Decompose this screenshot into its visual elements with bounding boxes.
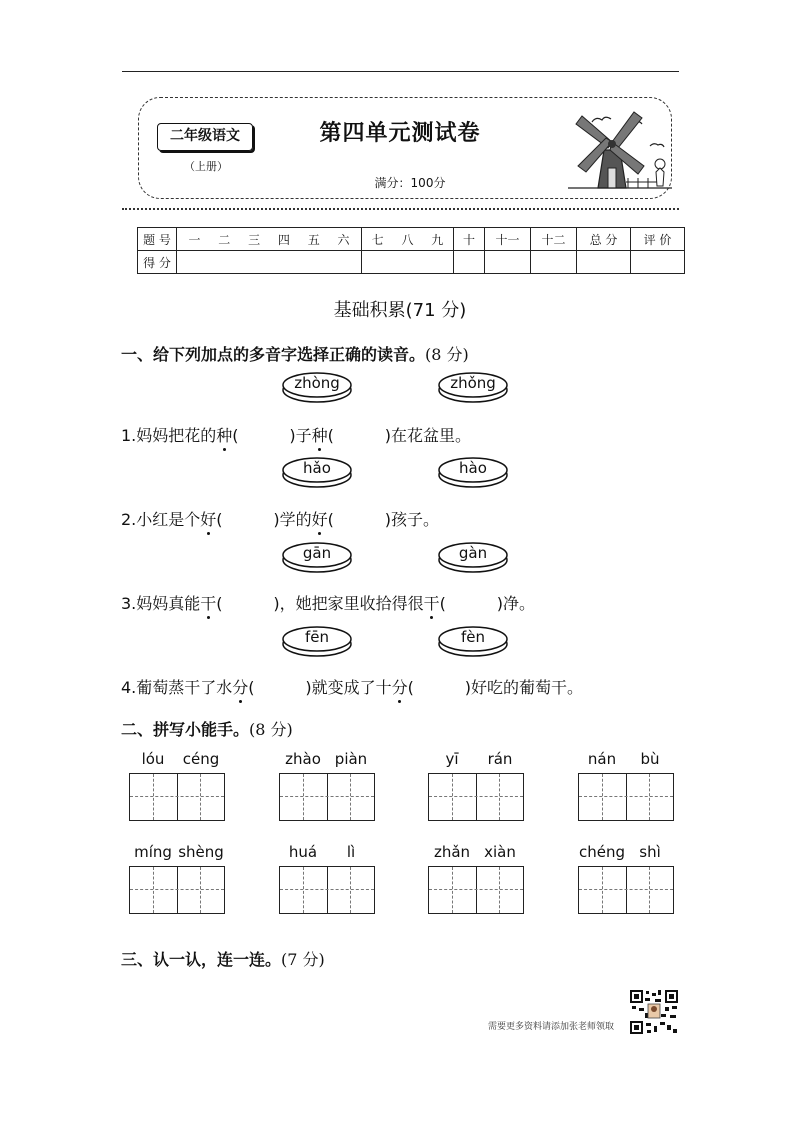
grid-guide [602,774,603,820]
pinyin-option-text: hào [459,459,487,477]
pinyin-option-text: gān [302,544,332,562]
question-number-11: 十一 [485,228,531,251]
q1-sentence [121,507,439,530]
score-cell[interactable] [362,251,454,274]
answer-blank-segment[interactable]: ( )子 [232,426,312,445]
writing-grid[interactable] [129,773,225,821]
pinyin-option-text: zhòng [294,374,340,392]
polyphonic-char: 干 [200,594,217,613]
pinyin-option-plate[interactable] [437,455,509,489]
pinyin-option-plate[interactable] [281,624,353,658]
score-table-header-row [138,228,685,251]
grid-guide [350,867,351,913]
writing-grid[interactable] [578,866,674,914]
question-numbers-7-9: 七 八 九 [362,228,454,251]
grid-guide [499,774,500,820]
question-number-12: 十二 [531,228,577,251]
sentence-text: 2.小红是个 [121,510,201,529]
pinyin-syllable: bù [640,750,660,768]
pinyin-option-plate[interactable] [437,540,509,574]
pinyin-syllable: piàn [334,750,368,768]
grid-guide [200,867,201,913]
grid-divider [327,774,328,820]
q1-sentence [121,675,583,698]
grid-guide [452,774,453,820]
answer-blank-segment[interactable]: ( )净。 [439,594,536,613]
pinyin-syllable: zhào [285,750,321,768]
writing-grid[interactable] [578,773,674,821]
score-label: 得 分 [138,251,177,274]
polyphonic-char: 好 [200,510,217,529]
grid-guide [130,796,224,797]
pinyin-syllable: huá [288,843,318,861]
answer-blank-segment[interactable]: ( )好吃的葡萄干。 [407,678,584,697]
question-numbers-1-6: 一 二 三 四 五 六 [177,228,362,251]
q2-points: (8 分) [249,720,293,739]
pinyin-syllable: lì [346,843,356,861]
q3-points: (7 分) [281,950,325,969]
writing-grid[interactable] [428,773,524,821]
q1-sentence [121,591,535,614]
polyphonic-char: 分 [391,678,408,697]
question-number-label: 题 号 [138,228,177,251]
q1-heading [121,342,469,365]
pinyin-option-plate[interactable] [437,624,509,658]
score-cell[interactable] [454,251,485,274]
pinyin-syllable: shì [639,843,661,861]
full-score: 满分：100分 [374,176,446,190]
pinyin-option-text: gàn [458,544,488,562]
grid-guide [280,889,374,890]
pinyin-syllable: chéng [578,843,625,861]
grid-guide [153,867,154,913]
pinyin-option-plate[interactable] [281,370,353,404]
pinyin-syllable: xiàn [484,843,516,861]
answer-blank-segment[interactable]: ( )就变成了十 [248,678,392,697]
qr-code-icon [629,989,679,1035]
q3-heading [121,947,325,970]
pinyin-syllable: shèng [178,843,224,861]
grid-divider [476,867,477,913]
q1-sentence [121,423,471,446]
q1-heading-text: 一、给下列加点的多音字选择正确的读音。 [121,345,426,364]
pinyin-option-text: zhǒng [450,374,496,392]
grid-guide [452,867,453,913]
score-cell[interactable] [631,251,685,274]
pinyin-option-plate[interactable] [437,370,509,404]
grid-guide [130,889,224,890]
total-score-label: 总 分 [577,228,631,251]
pinyin-syllable: céng [182,750,220,768]
grid-guide [429,796,523,797]
polyphonic-char: 干 [423,594,440,613]
score-cell[interactable] [177,251,362,274]
answer-blank-segment[interactable]: ( )在花盆里。 [327,426,472,445]
polyphonic-char: 种 [216,426,233,445]
grid-guide [429,889,523,890]
answer-blank-segment[interactable]: ( )孩子。 [327,510,440,529]
pinyin-syllable: nán [587,750,617,768]
windmill-icon [568,102,672,192]
polyphonic-char: 种 [311,426,328,445]
grid-guide [153,774,154,820]
grid-guide [579,889,673,890]
pinyin-syllable: lóu [141,750,165,768]
writing-grid[interactable] [428,866,524,914]
grid-divider [327,867,328,913]
pinyin-option-plate[interactable] [281,540,353,574]
sentence-text: 4.葡萄蒸干了水 [121,678,233,697]
q1-points: (8 分) [425,345,469,364]
grid-guide [579,796,673,797]
pinyin-syllable: rán [487,750,513,768]
writing-grid[interactable] [129,866,225,914]
writing-grid[interactable] [279,866,375,914]
grid-guide [303,774,304,820]
grid-divider [177,774,178,820]
score-cell[interactable] [577,251,631,274]
answer-blank-segment[interactable]: ( )，她把家里收拾得很 [216,594,424,613]
pinyin-option-plate[interactable] [281,455,353,489]
q2-heading-text: 二、拼写小能手。 [121,720,250,739]
grid-guide [602,867,603,913]
sentence-text: 3.妈妈真能 [121,594,201,613]
polyphonic-char: 好 [311,510,328,529]
q3-heading-text: 三、认一认，连一连。 [121,950,282,969]
grade-subject-badge: 二年级语文 [157,123,253,151]
grid-divider [476,774,477,820]
grid-guide [303,867,304,913]
footer-note: 需要更多资料请添加张老师领取 [488,1022,615,1032]
polyphonic-char: 分 [232,678,249,697]
header-divider [122,208,679,210]
sentence-text: 1.妈妈把花的 [121,426,217,445]
answer-blank-segment[interactable]: ( )学的 [216,510,312,529]
score-table [137,227,685,274]
grid-guide [350,774,351,820]
score-cell[interactable] [531,251,577,274]
question-number-10: 十 [454,228,485,251]
score-cell[interactable] [485,251,531,274]
pinyin-syllable: míng [134,843,172,861]
evaluation-label: 评 价 [631,228,685,251]
top-rule [122,71,679,72]
writing-grid[interactable] [279,773,375,821]
volume-label: （上册） [184,160,228,173]
pinyin-option-text: fèn [460,628,486,646]
pinyin-option-text: hǎo [303,459,331,477]
grid-guide [280,796,374,797]
q2-heading [121,717,293,740]
pinyin-syllable: yī [445,750,459,768]
grid-guide [499,867,500,913]
pinyin-syllable: zhǎn [433,843,471,861]
score-table-score-row [138,251,685,274]
grid-divider [626,867,627,913]
grid-divider [177,867,178,913]
page-title: 第四单元测试卷 [319,121,481,146]
grid-divider [626,774,627,820]
section-title-basics: 基础积累(71 分) [333,300,467,321]
pinyin-option-text: fēn [304,628,330,646]
grid-guide [200,774,201,820]
grid-guide [649,774,650,820]
grid-guide [649,867,650,913]
